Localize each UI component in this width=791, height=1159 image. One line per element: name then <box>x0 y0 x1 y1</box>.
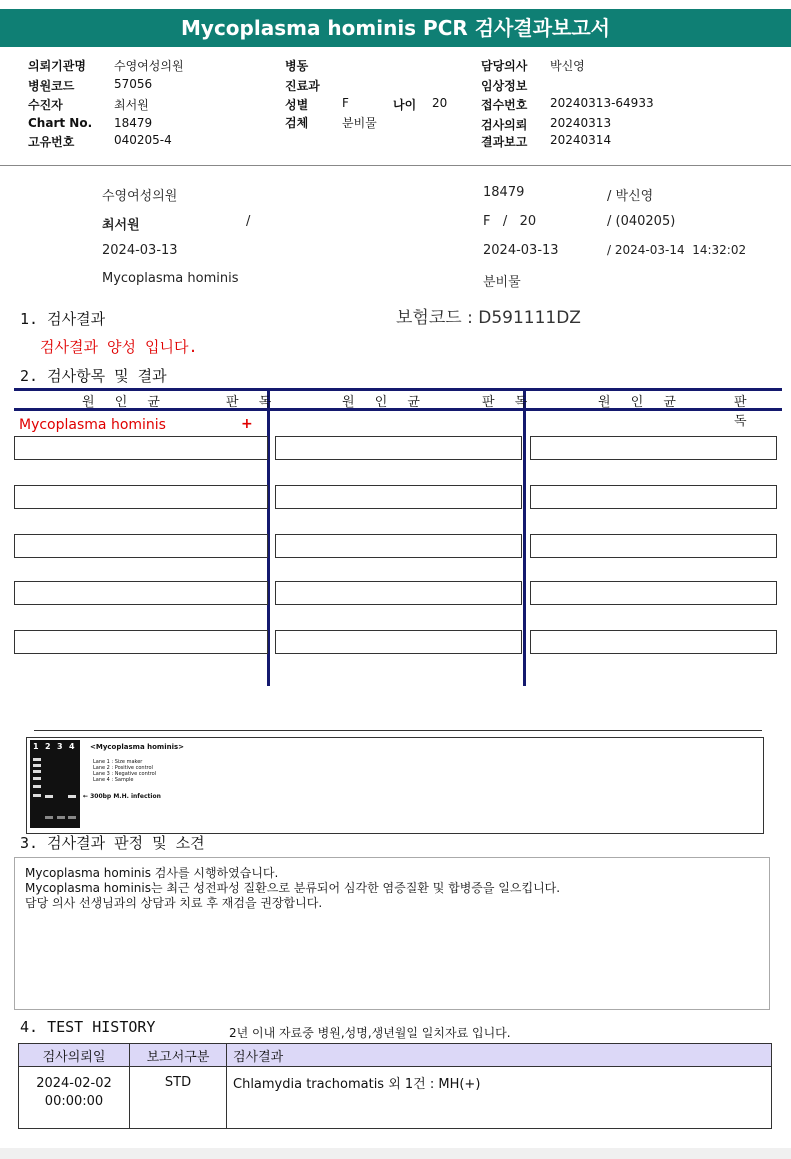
insurance-code: 보험코드 : D591111DZ <box>396 308 581 328</box>
opinion-line: Mycoplasma hominis 검사를 시행하였습니다. <box>25 866 279 880</box>
summary-chart: 18479 <box>483 185 525 200</box>
chart-no-label: Chart No. <box>28 116 93 130</box>
col-3-organism-header: 원 인 균 <box>598 395 684 410</box>
lane-label-4: 4 <box>69 742 75 751</box>
first-organism-result: + <box>241 416 253 432</box>
result-cell <box>530 630 777 654</box>
result-cell <box>530 534 777 558</box>
gel-legend <box>93 759 156 783</box>
summary-hospital: 수영여성의원 <box>102 189 178 204</box>
ward-label: 병동 <box>285 59 309 73</box>
summary-sex-age: F / 20 <box>483 214 537 229</box>
section-2-title: 2. 검사항목 및 결과 <box>20 367 167 385</box>
history-type: STD <box>130 1067 227 1129</box>
gel-title: <Mycoplasma hominis> <box>90 743 185 751</box>
gel-legend-line: Lane 1 : Size maker <box>93 759 143 765</box>
header-divider <box>0 165 791 166</box>
gel-image <box>30 740 80 828</box>
result-cell <box>14 630 268 654</box>
first-organism-name: Mycoplasma hominis <box>19 417 166 433</box>
age-value: 20 <box>432 96 448 110</box>
opinion-box <box>14 857 770 1010</box>
summary-date-2: 2024-03-13 <box>483 243 559 258</box>
summary-doctor: / 박신영 <box>607 189 654 204</box>
history-note: 2년 이내 자료중 병원,성명,생년월일 일치자료 입니다. <box>229 1026 511 1040</box>
opinion-line: Mycoplasma hominis는 최근 성전파성 질환으로 분류되어 심각한 염증질환 및 합병증을 일으킵니다. <box>25 881 561 895</box>
gel-legend-line: Lane 2 : Positive control <box>93 765 153 771</box>
summary-unique: / (040205) <box>607 214 676 229</box>
header-info <box>0 55 791 160</box>
col-1-organism-header: 원 인 균 <box>82 395 168 410</box>
gel-legend-line: Lane 4 : Sample <box>93 777 134 783</box>
hospital-name-value: 수영여성의원 <box>114 59 184 73</box>
result-cell <box>275 534 522 558</box>
result-cell <box>530 581 777 605</box>
request-date-value: 20240313 <box>550 116 612 130</box>
lane-label-3: 3 <box>57 742 63 751</box>
doctor-value: 박신영 <box>550 59 585 73</box>
result-cell <box>530 485 777 509</box>
history-header-type: 보고서구분 <box>130 1044 227 1067</box>
gel-electrophoresis-panel <box>26 737 764 834</box>
history-table <box>18 1043 772 1129</box>
result-cell <box>275 485 522 509</box>
result-cell <box>275 581 522 605</box>
page-footer <box>0 1148 791 1159</box>
grid-divider-2 <box>523 388 526 686</box>
col-3-result-header: 판 독 <box>734 395 755 429</box>
summary-patient: 최서원 <box>102 218 140 233</box>
summary-test: Mycoplasma hominis <box>102 271 239 286</box>
col-2-result-header: 판 독 <box>482 395 536 410</box>
opinion-line: 담당 의사 선생님과의 상담과 치료 후 재검을 권장합니다. <box>25 896 323 910</box>
summary-report-time: / 2024-03-14 14:32:02 <box>607 243 747 257</box>
gel-legend-line: Lane 3 : Negative control <box>93 771 157 777</box>
history-header-result: 검사결과 <box>227 1044 772 1067</box>
result-positive-text: 검사결과 양성 입니다. <box>40 338 198 356</box>
gel-arrow-label: ← 300bp M.H. infection <box>83 793 161 800</box>
summary-date-1: 2024-03-13 <box>102 243 178 258</box>
col-1-result-header: 판 독 <box>226 395 280 410</box>
receipt-no-value: 20240313-64933 <box>550 96 654 110</box>
history-date: 2024-02-02 <box>36 1076 112 1091</box>
lane-label-2: 2 <box>45 742 51 751</box>
history-table-wrap <box>18 1043 772 1129</box>
history-time: 00:00:00 <box>44 1094 104 1109</box>
patient-label: 수진자 <box>28 98 63 112</box>
hospital-code-value: 57056 <box>114 77 153 91</box>
summary-specimen: 분비물 <box>483 275 521 290</box>
age-label: 나이 <box>393 98 417 112</box>
sex-label: 성별 <box>285 98 309 112</box>
result-cell <box>530 436 777 460</box>
unique-no-label: 고유번호 <box>28 135 75 149</box>
gel-top-rule <box>34 730 762 731</box>
hospital-name-label: 의뢰기관명 <box>28 59 86 73</box>
request-date-label: 검사의뢰 <box>481 118 528 132</box>
history-result: Chlamydia trachomatis 외 1건 : MH(+) <box>227 1067 772 1129</box>
chart-no-value: 18479 <box>114 116 153 130</box>
section-3-title: 3. 검사결과 판정 및 소견 <box>20 834 205 852</box>
sex-value: F <box>342 96 349 110</box>
result-cell <box>275 630 522 654</box>
unique-no-value: 040205-4 <box>114 133 172 147</box>
report-date-label: 결과보고 <box>481 135 528 149</box>
specimen-label: 검체 <box>285 116 309 130</box>
doctor-label: 담당의사 <box>481 59 528 73</box>
result-cell <box>275 436 522 460</box>
patient-value: 최서원 <box>114 98 149 112</box>
col-2-organism-header: 원 인 균 <box>342 395 428 410</box>
result-cell <box>14 581 268 605</box>
lane-label-1: 1 <box>33 742 39 751</box>
history-date-cell <box>19 1067 130 1129</box>
result-cell <box>14 534 268 558</box>
section-1-title: 1. 검사결과 <box>20 310 106 328</box>
report-title: Mycoplasma hominis PCR 검사결과보고서 <box>0 9 791 47</box>
hospital-code-label: 병원코드 <box>28 79 75 93</box>
result-cell <box>14 485 268 509</box>
section-4-title: 4. TEST HISTORY <box>20 1018 156 1036</box>
history-header-row <box>19 1044 772 1067</box>
receipt-no-label: 접수번호 <box>481 98 528 112</box>
result-cell <box>14 436 268 460</box>
specimen-value: 분비물 <box>342 116 377 130</box>
report-date-value: 20240314 <box>550 133 612 147</box>
results-grid <box>14 388 782 688</box>
summary-slash: / <box>246 214 251 229</box>
table-row[interactable] <box>19 1067 772 1129</box>
history-header-date: 검사의뢰일 <box>19 1044 130 1067</box>
clinical-info-label: 임상정보 <box>481 79 528 93</box>
department-label: 진료과 <box>285 79 320 93</box>
summary-block <box>0 183 791 293</box>
